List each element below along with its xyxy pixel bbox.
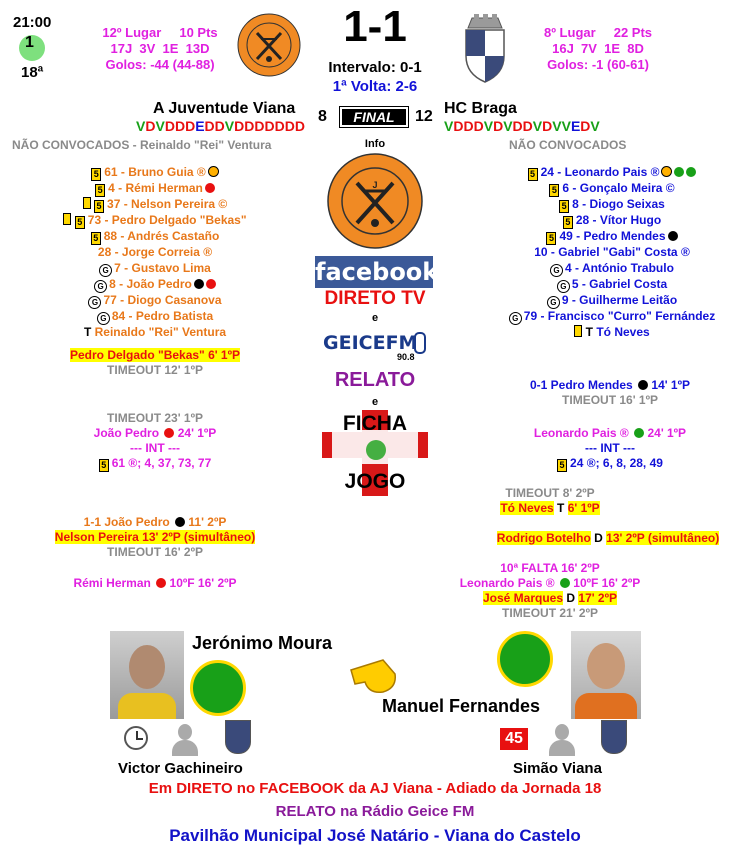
home-form bbox=[136, 118, 305, 134]
player-name: 28 - Jorge Correia ® bbox=[97, 245, 213, 259]
away-event-foul: 10ª FALTA 16' 2ºP bbox=[500, 561, 600, 575]
yellow-card-icon bbox=[661, 166, 672, 177]
footer-broadcast: Em DIRETO no FACEBOOK da AJ Viana - Adiado da Jornada 18 bbox=[148, 780, 602, 797]
whistle-icon bbox=[345, 656, 405, 698]
home-event-lineup: 5 61 ®; 4, 37, 73, 77 bbox=[20, 456, 290, 472]
referee-2-photo[interactable] bbox=[571, 631, 641, 719]
form-result: V bbox=[483, 118, 494, 134]
form-result: D bbox=[264, 118, 275, 134]
player-row[interactable] bbox=[487, 165, 737, 181]
substitute-icon: G bbox=[509, 312, 522, 325]
away-record: 16J 7V 1E 8D bbox=[552, 41, 644, 56]
coach-marker: T bbox=[585, 324, 597, 339]
player-row[interactable] bbox=[487, 325, 737, 341]
player-row[interactable] bbox=[487, 277, 737, 293]
starter-badge: 5 bbox=[563, 216, 573, 229]
player-name: Reinaldo "Rei" Ventura bbox=[94, 324, 227, 339]
starter-badge: 5 bbox=[546, 232, 556, 245]
form-result: D bbox=[542, 118, 553, 134]
form-result: V bbox=[503, 118, 513, 134]
form-result: V bbox=[444, 118, 454, 134]
home-player-list bbox=[20, 165, 290, 340]
form-result: D bbox=[274, 118, 285, 134]
form-result: D bbox=[512, 118, 523, 134]
player-row[interactable] bbox=[20, 325, 290, 341]
starter-badge: 5 bbox=[91, 232, 101, 245]
red-card-icon bbox=[205, 183, 215, 193]
match-time: 21:00 bbox=[13, 14, 52, 31]
substitute-icon: G bbox=[88, 296, 101, 309]
referee-1-name: Jerónimo Moura bbox=[192, 633, 333, 653]
away-form bbox=[444, 118, 600, 134]
final-badge: FINAL bbox=[339, 106, 409, 128]
starter-badge: 5 bbox=[559, 200, 569, 213]
goal-icon bbox=[638, 380, 648, 390]
player-row[interactable] bbox=[487, 293, 737, 309]
form-result: V bbox=[155, 118, 165, 134]
timekeeper-name: Victor Gachineiro bbox=[118, 760, 243, 777]
green-card-icon bbox=[686, 167, 696, 177]
ficha-label: FICHA bbox=[342, 412, 408, 435]
home-team-name[interactable]: A Juventude Viana bbox=[153, 100, 296, 117]
form-result: D bbox=[580, 118, 591, 134]
microphone-icon bbox=[414, 332, 426, 354]
form-result: V bbox=[532, 118, 543, 134]
form-result: E bbox=[195, 118, 205, 134]
substitute-icon: G bbox=[97, 312, 110, 325]
player-name: 77 - Diogo Casanova bbox=[103, 292, 222, 307]
away-event-timeout-3: TIMEOUT 21' 2ºP bbox=[502, 606, 598, 620]
player-name: 37 - Nelson Pereira © bbox=[107, 197, 228, 211]
form-result: D bbox=[204, 118, 215, 134]
player-name: 4 - Rémi Herman bbox=[108, 181, 203, 195]
goal-icon bbox=[175, 517, 185, 527]
starter-badge: 5 bbox=[528, 168, 538, 181]
player-name: 24 - Leonardo Pais ® bbox=[540, 165, 660, 179]
away-event-lineup: 5 24 ®; 6, 8, 28, 49 bbox=[475, 456, 745, 472]
away-event-card: Leonardo Pais ® 24' 1ºP bbox=[533, 426, 687, 440]
form-result: D bbox=[463, 118, 474, 134]
starter-badge: 5 bbox=[94, 200, 104, 213]
player-name: 79 - Francisco "Curro" Fernández bbox=[523, 308, 716, 323]
interval-score: Intervalo: 0-1 bbox=[328, 59, 422, 76]
away-event-goal: 0-1 Pedro Mendes 14' 1ºP bbox=[530, 378, 690, 392]
form-result: D bbox=[214, 118, 225, 134]
starter-badge: 5 bbox=[75, 216, 85, 229]
away-goals: Golos: -1 (60-61) bbox=[547, 57, 649, 72]
away-rank-number: 12 bbox=[415, 108, 433, 125]
form-result: D bbox=[164, 118, 175, 134]
player-row[interactable] bbox=[487, 261, 737, 277]
form-result: D bbox=[493, 118, 504, 134]
official-avatar-icon bbox=[549, 724, 575, 756]
player-row[interactable] bbox=[20, 277, 290, 293]
green-card-icon bbox=[634, 428, 644, 438]
red-card-icon bbox=[156, 578, 166, 588]
form-result: V bbox=[552, 118, 562, 134]
home-event-timeout-3: TIMEOUT 16' 2ºP bbox=[107, 545, 203, 559]
away-team-name[interactable]: HC Braga bbox=[444, 100, 517, 117]
player-row[interactable] bbox=[20, 213, 290, 229]
and-label-1: e bbox=[371, 312, 379, 324]
away-event-timeout-1: TIMEOUT 16' 1ºP bbox=[562, 393, 658, 407]
red-card-icon bbox=[206, 279, 216, 289]
player-row[interactable] bbox=[487, 181, 737, 197]
direto-tv-label: DIRETO TV bbox=[324, 288, 426, 309]
player-name: 6 - Gonçalo Meira © bbox=[562, 181, 675, 195]
home-not-called: NÃO CONVOCADOS - Reinaldo "Rei" Ventura bbox=[12, 138, 272, 152]
away-crest-icon bbox=[601, 720, 627, 754]
player-name: 7 - Gustavo Lima bbox=[114, 260, 211, 275]
player-row[interactable] bbox=[20, 197, 290, 213]
player-row[interactable] bbox=[487, 213, 737, 229]
referee-2-badge bbox=[497, 631, 553, 687]
home-club-logo[interactable] bbox=[237, 13, 301, 77]
away-event-sinbin: Rodrigo Botelho D 13' 2ºP (simultâneo) bbox=[496, 531, 720, 545]
form-result: D bbox=[185, 118, 196, 134]
player-name: 9 - Guilherme Leitão bbox=[561, 292, 678, 307]
player-name: 84 - Pedro Batista bbox=[111, 308, 214, 323]
away-club-logo[interactable] bbox=[452, 12, 518, 84]
coach-marker: T bbox=[83, 324, 95, 339]
timekeeper-avatar-icon bbox=[172, 724, 198, 756]
player-name: 28 - Vítor Hugo bbox=[575, 213, 662, 227]
player-row[interactable] bbox=[20, 229, 290, 245]
player-row[interactable] bbox=[487, 245, 737, 261]
home-event-equalizer: 1-1 João Pedro 11' 2ºP bbox=[83, 515, 227, 529]
form-result: V bbox=[136, 118, 146, 134]
home-event-card: João Pedro 24' 1ºP bbox=[93, 426, 217, 440]
substitute-icon: G bbox=[99, 264, 112, 277]
player-row[interactable] bbox=[487, 197, 737, 213]
home-event-foul: Rémi Herman 10ºF 16' 2ºP bbox=[73, 576, 237, 590]
player-name: 49 - Pedro Mendes bbox=[559, 229, 666, 243]
home-goals: Golos: -44 (44-88) bbox=[105, 57, 215, 72]
substitute-icon: G bbox=[557, 280, 570, 293]
player-name: 5 - Gabriel Costa bbox=[571, 276, 668, 291]
footer-venue: Pavilhão Municipal José Natário - Viana do Castelo bbox=[169, 826, 581, 845]
form-result: E bbox=[570, 118, 581, 134]
player-name: Tó Neves bbox=[596, 324, 650, 339]
player-name: 8 - João Pedro bbox=[109, 276, 192, 291]
away-event-timeout-2: TIMEOUT 8' 2ºP bbox=[505, 486, 595, 500]
referee-1-photo[interactable] bbox=[110, 631, 184, 719]
shot-clock-value: 45 bbox=[500, 728, 528, 750]
form-result: D bbox=[254, 118, 265, 134]
player-name: 61 - Bruno Guia ® bbox=[104, 165, 206, 179]
home-event-goal: Pedro Delgado "Bekas" 6' 1ºP bbox=[69, 348, 240, 362]
referee-1-badge bbox=[190, 660, 246, 716]
player-name: 8 - Diogo Seixas bbox=[572, 197, 665, 211]
form-result: D bbox=[174, 118, 186, 134]
info-label: Info bbox=[364, 138, 386, 150]
substitute-icon: G bbox=[550, 264, 563, 277]
player-row[interactable] bbox=[487, 309, 737, 325]
yellow-card-icon bbox=[83, 197, 91, 209]
yellow-card-icon bbox=[63, 213, 71, 225]
home-record: 17J 3V 1E 13D bbox=[110, 41, 210, 56]
red-card-icon bbox=[164, 428, 174, 438]
starter-badge: 5 bbox=[91, 168, 101, 181]
association-logo[interactable] bbox=[327, 153, 423, 249]
official-2-name: Simão Viana bbox=[513, 760, 602, 777]
home-rank-number: 8 bbox=[318, 108, 327, 125]
player-name: 4 - António Trabulo bbox=[565, 260, 674, 275]
player-row[interactable] bbox=[487, 229, 737, 245]
away-stats bbox=[518, 25, 678, 73]
away-rank: 8º Lugar 22 Pts bbox=[543, 25, 653, 40]
home-event-timeout-1: TIMEOUT 12' 1ºP bbox=[107, 363, 203, 377]
starter-badge: 5 bbox=[95, 184, 105, 197]
away-event-interval: --- INT --- bbox=[585, 441, 635, 455]
substitute-icon: G bbox=[94, 280, 107, 293]
relato-label: RELATO bbox=[334, 369, 416, 391]
svg-text:J: J bbox=[372, 180, 378, 190]
player-name: 10 - Gabriel "Gabi" Costa ® bbox=[534, 245, 690, 259]
goal-icon bbox=[194, 279, 204, 289]
form-result: D bbox=[522, 118, 533, 134]
goal-icon bbox=[668, 231, 678, 241]
form-result: D bbox=[294, 118, 305, 134]
geice-fm-logo[interactable] bbox=[320, 328, 430, 366]
player-name: 73 - Pedro Delgado "Bekas" bbox=[87, 213, 247, 227]
score: 1-1 bbox=[343, 2, 407, 51]
home-event-timeout-2: TIMEOUT 23' 1ºP bbox=[107, 411, 203, 425]
referee-2-name: Manuel Fernandes bbox=[382, 696, 541, 716]
starter-badge: 5 bbox=[549, 184, 559, 197]
form-result: V bbox=[561, 118, 571, 134]
form-result: V bbox=[224, 118, 235, 134]
form-result: D bbox=[473, 118, 484, 134]
form-result: D bbox=[284, 118, 295, 134]
home-event-sinbin: Nelson Pereira 13' 2ºP (simultâneo) bbox=[54, 530, 256, 544]
home-stats bbox=[80, 25, 240, 73]
first-leg-score: 1ª Volta: 2-6 bbox=[332, 78, 418, 95]
clock-icon bbox=[124, 726, 148, 750]
yellow-card-icon bbox=[208, 166, 219, 177]
substitute-icon: G bbox=[547, 296, 560, 309]
round-number: 1 bbox=[25, 34, 34, 51]
player-row[interactable] bbox=[20, 165, 290, 181]
facebook-logo[interactable]: facebook bbox=[315, 258, 439, 286]
player-row[interactable] bbox=[20, 293, 290, 309]
yellow-card-icon bbox=[574, 325, 582, 337]
ficha-jogo-logo[interactable] bbox=[322, 410, 428, 496]
green-card-icon bbox=[674, 167, 684, 177]
form-result: D bbox=[145, 118, 156, 134]
home-crest-icon bbox=[225, 720, 251, 754]
geice-label: GEICEFM bbox=[323, 332, 418, 354]
away-event-foul-2: Leonardo Pais ® 10ºF 16' 2ºP bbox=[459, 576, 641, 590]
form-result: V bbox=[590, 118, 600, 134]
home-event-interval: --- INT --- bbox=[130, 441, 180, 455]
away-player-list bbox=[487, 165, 737, 340]
player-row[interactable] bbox=[20, 261, 290, 277]
player-row[interactable] bbox=[20, 181, 290, 197]
footer-radio: RELATO na Rádio Geice FM bbox=[275, 803, 475, 820]
home-rank: 12º Lugar 10 Pts bbox=[102, 25, 218, 40]
round-label: 18ª bbox=[21, 64, 44, 81]
form-result: D bbox=[234, 118, 245, 134]
green-card-icon bbox=[560, 578, 570, 588]
form-result: D bbox=[244, 118, 255, 134]
away-event-sinbin-2: José Marques D 17' 2ºP bbox=[482, 591, 617, 605]
away-not-called: NÃO CONVOCADOS bbox=[509, 138, 627, 152]
player-name: 88 - Andrés Castaño bbox=[103, 229, 220, 243]
away-event-coach-card: Tó Neves T 6' 1ºP bbox=[500, 501, 600, 515]
form-result: D bbox=[453, 118, 464, 134]
geice-frequency: 90.8 bbox=[397, 352, 415, 362]
player-row[interactable] bbox=[20, 245, 290, 261]
and-label-2: e bbox=[371, 396, 379, 408]
player-row[interactable] bbox=[20, 309, 290, 325]
jogo-label: JOGO bbox=[344, 470, 406, 493]
